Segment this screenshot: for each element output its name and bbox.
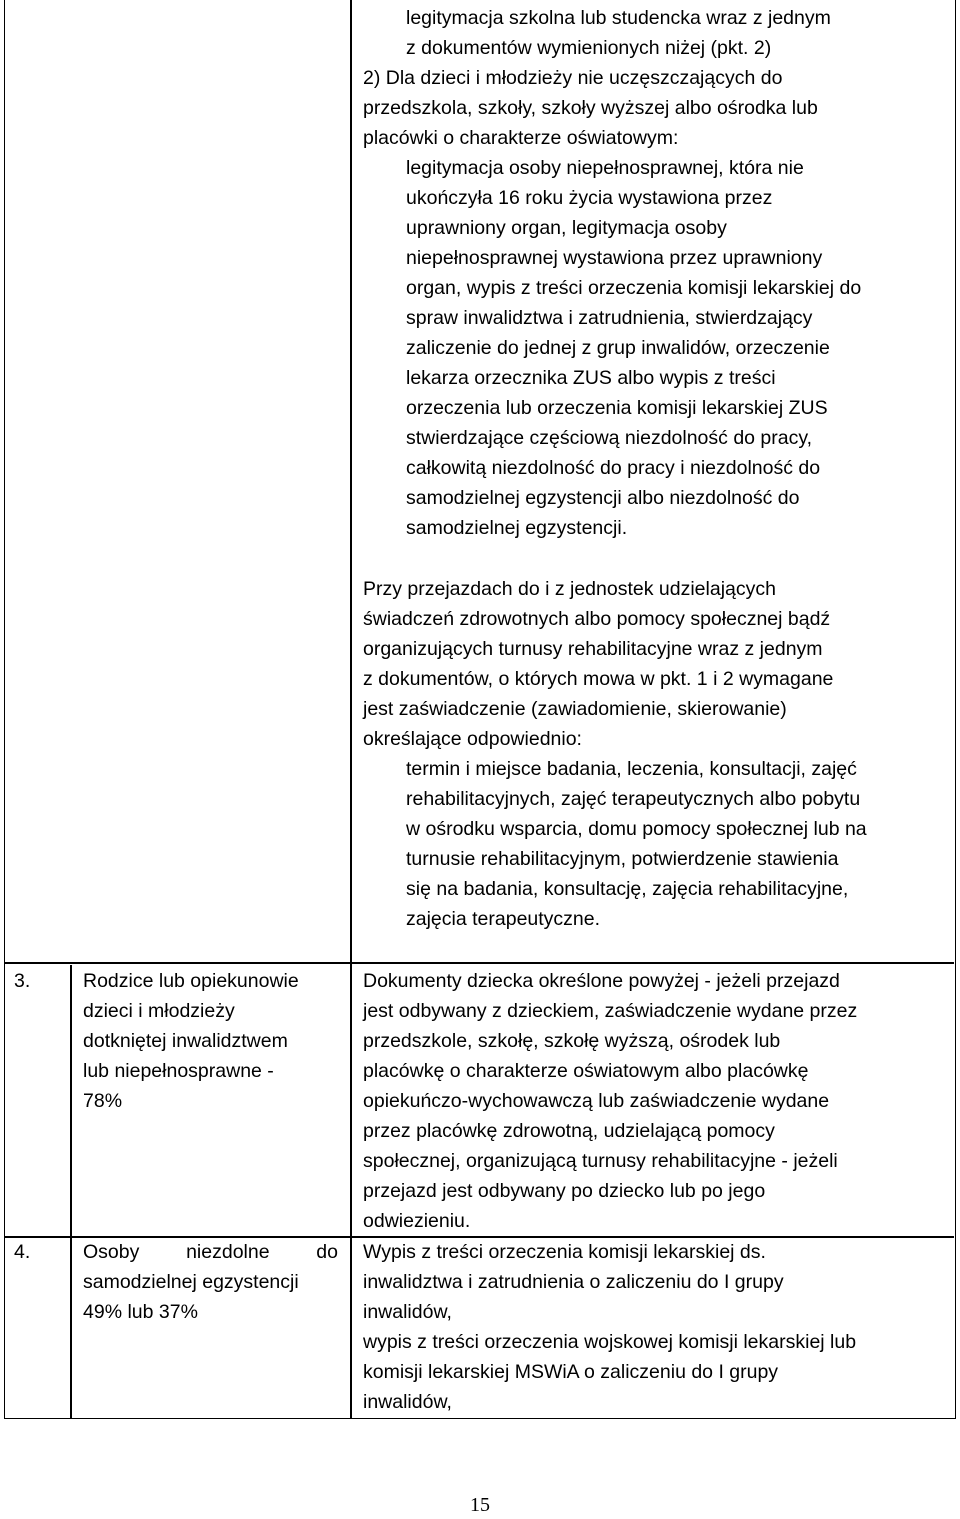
column-divider-category xyxy=(350,0,352,1418)
row-number: 4. xyxy=(14,1241,31,1263)
text-line: w ośrodku wsparcia, domu pomocy społecznej lub na xyxy=(406,818,867,840)
text-line: lekarza orzecznika ZUS albo wypis z treści xyxy=(406,367,776,389)
text-line: komisji lekarskiej MSWiA o zaliczeniu do I grupy xyxy=(363,1361,779,1383)
text-line: przez placówkę zdrowotną, udzielającą pomocy xyxy=(363,1120,775,1142)
word: Osoby xyxy=(83,1241,140,1263)
text-line: 49% lub 37% xyxy=(83,1301,198,1323)
text-line: dotkniętej inwalidztwem xyxy=(83,1030,288,1052)
text-line: rehabilitacyjnych, zajęć terapeutycznych albo pobytu xyxy=(406,788,861,810)
text-line: inwalidów, xyxy=(363,1391,452,1413)
text-line: zajęcia terapeutyczne. xyxy=(406,908,601,930)
text-line: placówki o charakterze oświatowym: xyxy=(363,127,679,149)
word: do xyxy=(316,1241,338,1263)
text-line: samodzielnej egzystencji xyxy=(83,1271,299,1293)
text-line: 78% xyxy=(83,1090,123,1112)
text-line: się na badania, konsultację, zajęcia rehabilitacyjne, xyxy=(406,878,849,900)
row-number: 3. xyxy=(14,970,31,992)
text-line: Rodzice lub opiekunowie xyxy=(83,970,299,992)
text-line: organizujących turnusy rehabilitacyjne wraz z jednym xyxy=(363,638,823,660)
text-line: świadczeń zdrowotnych albo pomocy społecznej bądź xyxy=(363,608,831,630)
text-line: Dokumenty dziecka określone powyżej - jeżeli przejazd xyxy=(363,970,840,992)
text-line: lub niepełnosprawne - xyxy=(83,1060,274,1082)
text-line: samodzielnej egzystencji albo niezdolność do xyxy=(406,487,800,509)
text-line: przedszkole, szkołę, szkołę wyższą, ośrodek lub xyxy=(363,1030,781,1052)
text-line: legitymacja szkolna lub studencka wraz z jednym xyxy=(406,7,831,29)
word: niezdolne xyxy=(186,1241,270,1263)
text-line: z dokumentów, o których mowa w pkt. 1 i 2 wymagane xyxy=(363,668,834,690)
text-line: odwiezieniu. xyxy=(363,1210,471,1232)
text-line: opiekuńczo-wychowawczą lub zaświadczenie wydane xyxy=(363,1090,830,1112)
text-line: spraw inwalidztwa i zatrudnienia, stwierdzający xyxy=(406,307,813,329)
text-line: jest odbywany z dzieckiem, zaświadczenie wydane przez xyxy=(363,1000,858,1022)
text-line: dzieci i młodzieży xyxy=(83,1000,235,1022)
text-line: ukończyła 16 roku życia wystawiona przez xyxy=(406,187,773,209)
text-line: określające odpowiednio: xyxy=(363,728,582,750)
text-line: uprawniony organ, legitymacja osoby xyxy=(406,217,727,239)
text-line: całkowitą niezdolność do pracy i niezdolność do xyxy=(406,457,821,479)
text-line: z dokumentów wymienionych niżej (pkt. 2) xyxy=(406,37,772,59)
justified-line xyxy=(83,1237,338,1267)
text-line: przejazd jest odbywany po dziecko lub po jego xyxy=(363,1180,766,1202)
column-divider-number xyxy=(70,965,72,1418)
text-line: przedszkola, szkoły, szkoły wyższej albo ośrodka lub xyxy=(363,97,818,119)
text-line: niepełnosprawnej wystawiona przez uprawniony xyxy=(406,247,823,269)
text-line: stwierdzające częściową niezdolność do pracy, xyxy=(406,427,813,449)
text-line: termin i miejsce badania, leczenia, konsultacji, zajęć xyxy=(406,758,857,780)
text-line: Wypis z treści orzeczenia komisji lekarskiej ds. xyxy=(363,1241,766,1263)
text-line: turnusie rehabilitacyjnym, potwierdzenie stawienia xyxy=(406,848,839,870)
text-line: zaliczenie do jednej z grup inwalidów, orzeczenie xyxy=(406,337,830,359)
text-line: legitymacja osoby niepełnosprawnej, która nie xyxy=(406,157,804,179)
row-divider-3 xyxy=(5,962,954,964)
text-line: jest zaświadczenie (zawiadomienie, skierowanie) xyxy=(363,698,787,720)
text-line: placówkę o charakterze oświatowym albo placówkę xyxy=(363,1060,809,1082)
text-line: inwalidów, xyxy=(363,1301,452,1323)
text-line: 2) Dla dzieci i młodzieży nie uczęszczających do xyxy=(363,67,783,89)
text-line: społecznej, organizującą turnusy rehabilitacyjne - jeżeli xyxy=(363,1150,838,1172)
text-line: samodzielnej egzystencji. xyxy=(406,517,628,539)
text-line: orzeczenia lub orzeczenia komisji lekarskiej ZUS xyxy=(406,397,828,419)
text-line: Przy przejazdach do i z jednostek udzielających xyxy=(363,578,776,600)
text-line: inwalidztwa i zatrudnienia o zaliczeniu do I grupy xyxy=(363,1271,784,1293)
text-line: organ, wypis z treści orzeczenia komisji lekarskiej do xyxy=(406,277,862,299)
text-line: wypis z treści orzeczenia wojskowej komisji lekarskiej lub xyxy=(363,1331,857,1353)
page-number: 15 xyxy=(470,1494,490,1516)
